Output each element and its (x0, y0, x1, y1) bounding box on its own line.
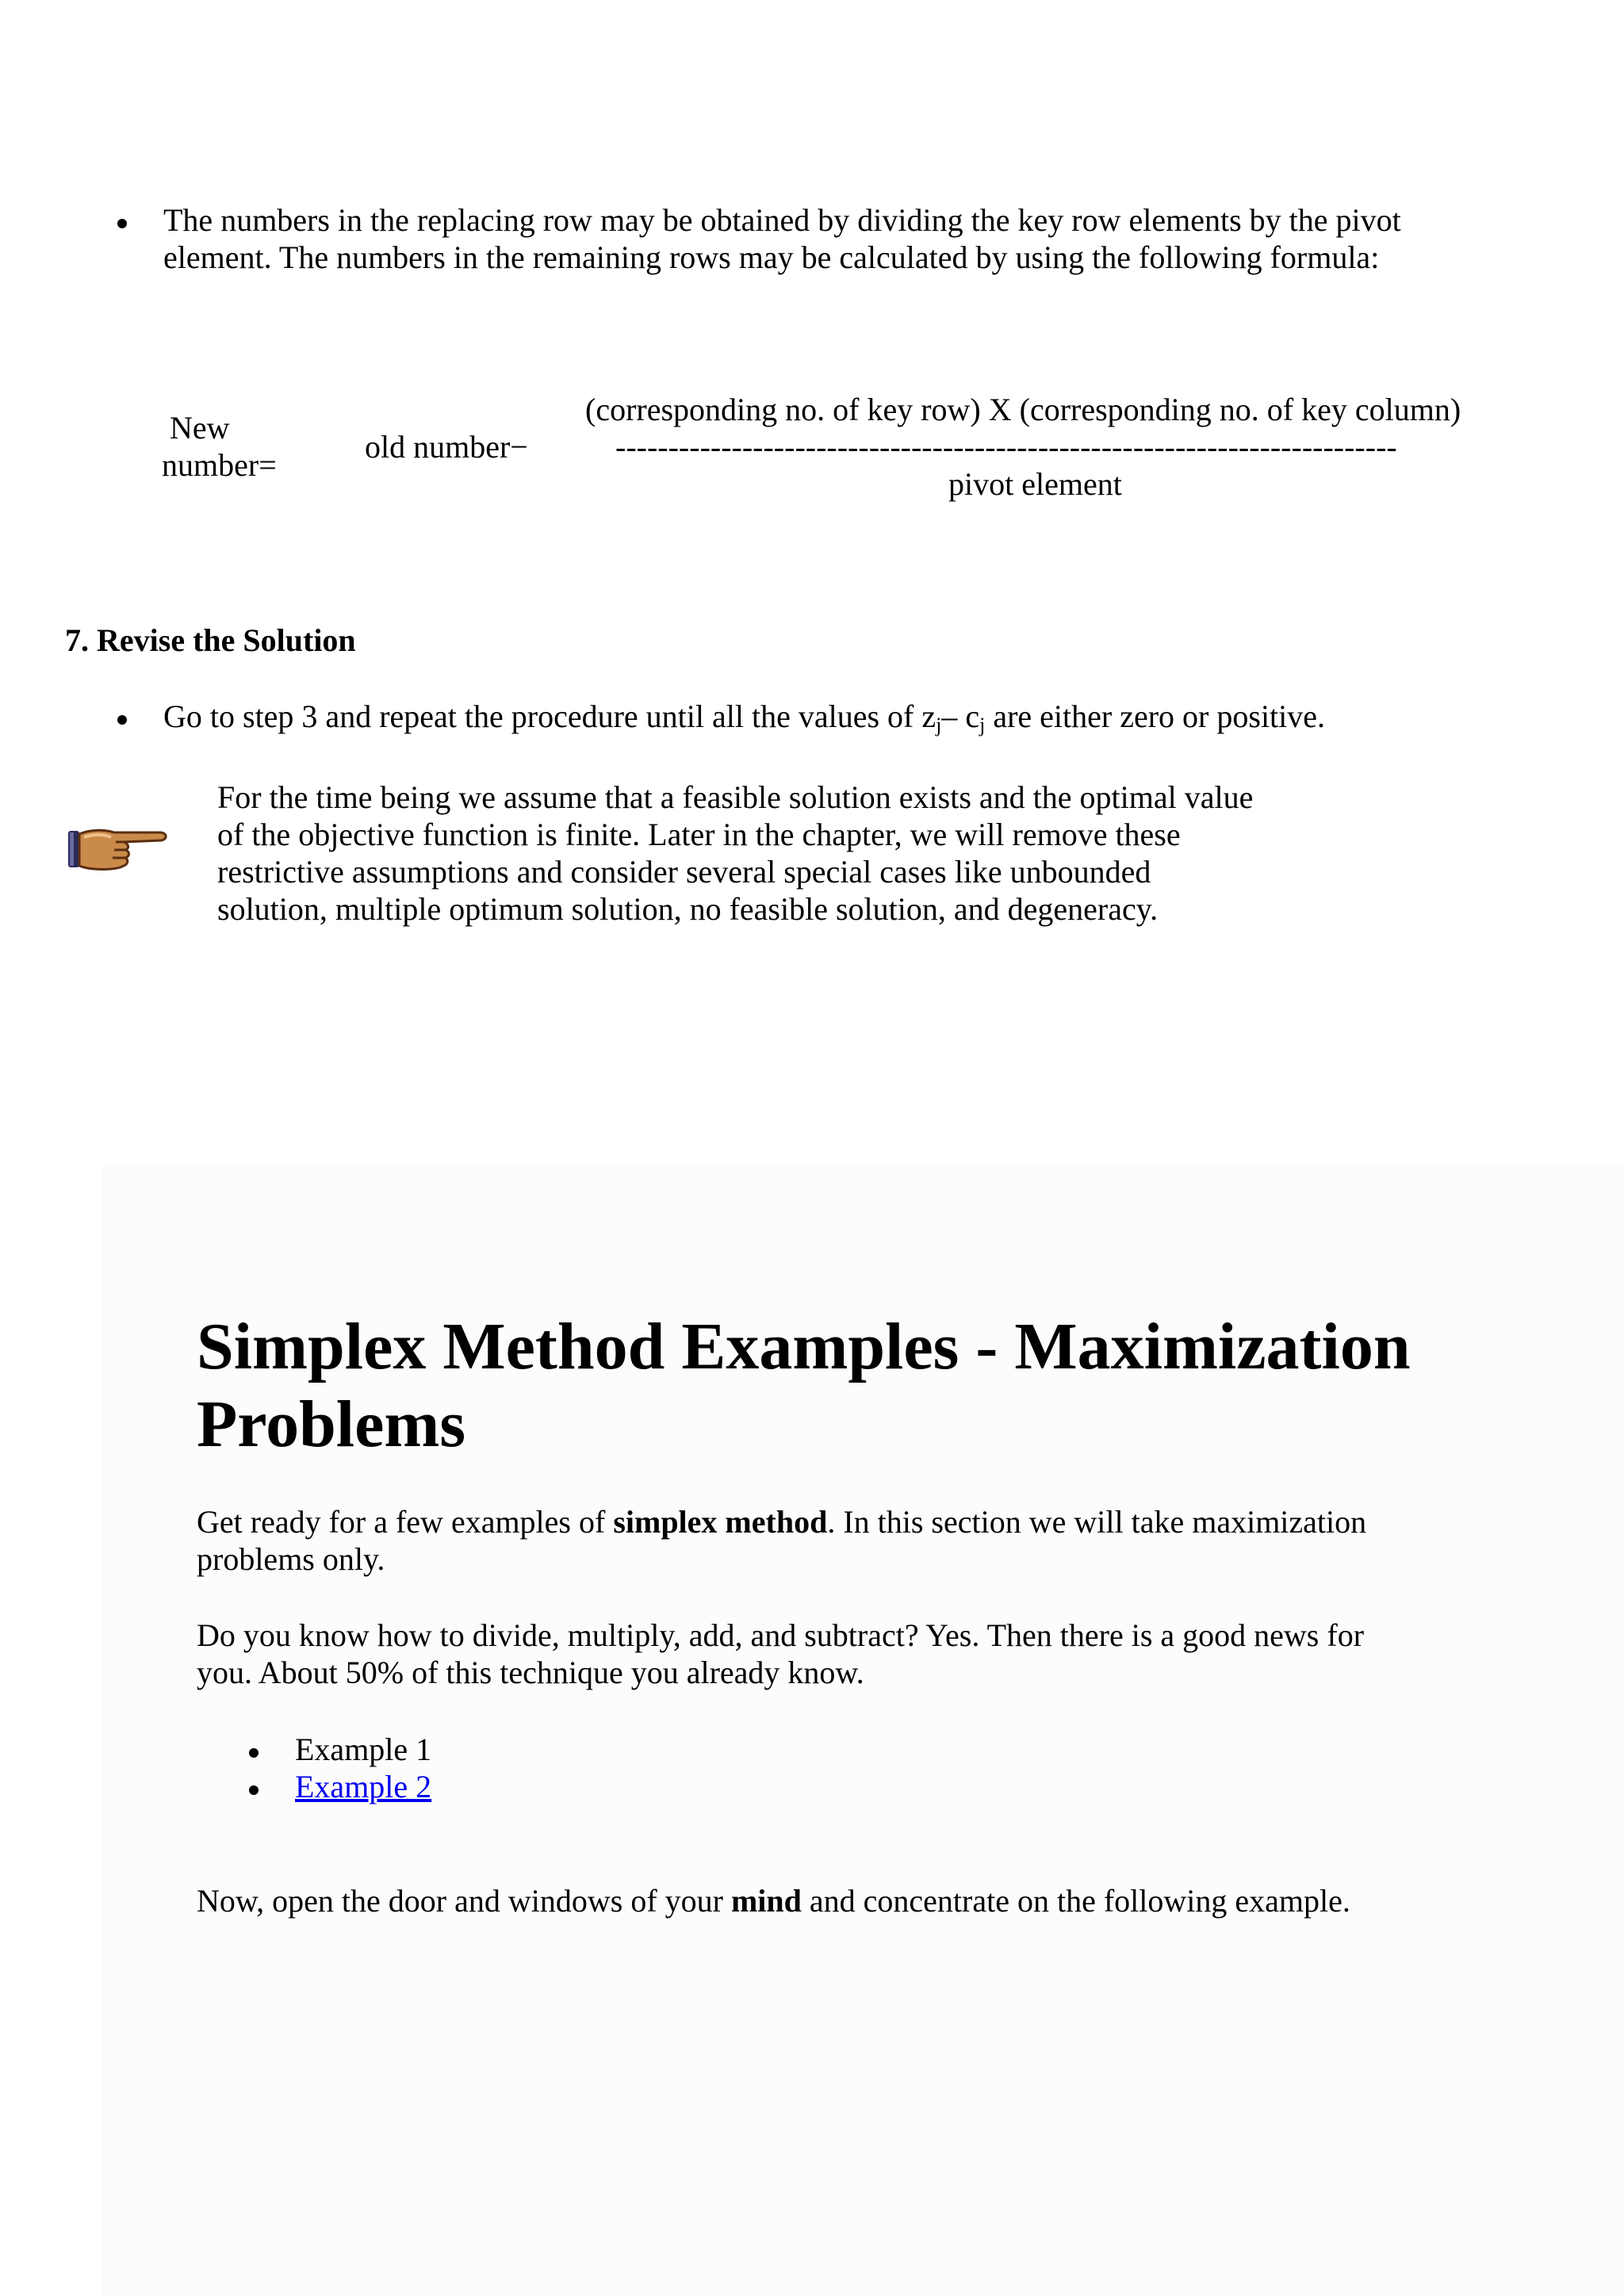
note-line-2: of the objective function is finite. Later in the chapter, we will remove these (217, 817, 1181, 852)
step7-bullet-suffix: are either zero or positive. (985, 698, 1326, 734)
subscript-j: j (979, 714, 986, 737)
example-2-link[interactable]: Example 2 (295, 1769, 432, 1804)
para1-text-before: Get ready for a few examples of (197, 1504, 614, 1540)
para1-line-1 (197, 1503, 1366, 1540)
formula-denominator: pivot element (948, 466, 1122, 502)
bullet-dot (117, 219, 127, 228)
step7-bullet-prefix: Go to step 3 and repeat the procedure until all the values of z (163, 698, 936, 734)
note-line-4: solution, multiple optimum solution, no feasible solution, and degeneracy. (217, 891, 1159, 927)
para2-line-1: Do you know how to divide, multiply, add, and subtract? Yes. Then there is a good news for (197, 1617, 1365, 1653)
para2-line-2: you. About 50% of this technique you already know. (197, 1655, 864, 1690)
pointing-hand-icon (67, 821, 170, 877)
para3-line (197, 1882, 1350, 1919)
page-title-line-2: Problems (197, 1387, 466, 1461)
formula-fraction-bar: -------------------------------------------------------------------------- (615, 429, 1397, 465)
example-1-item: Example 1 (295, 1732, 432, 1767)
formula-numerator: (corresponding no. of key row) X (corresponding no. of key column) (585, 392, 1461, 427)
para3-bold: mind (730, 1883, 802, 1919)
para3-text-before: Now, open the door and windows of your (197, 1883, 731, 1919)
note-line-1: For the time being we assume that a feasible solution exists and the optimal value (217, 779, 1254, 815)
bullet-dot (117, 715, 127, 725)
bullet-dot (249, 1748, 259, 1758)
intro-line-1: The numbers in the replacing row may be obtained by dividing the key row elements by the pivot (163, 202, 1401, 238)
step7-heading: 7. Revise the Solution (65, 622, 356, 658)
para3-text-after: and concentrate on the following example. (801, 1883, 1350, 1919)
step7-bullet-text (163, 698, 1325, 735)
subscript-j: j (936, 714, 942, 737)
para1-text-after: . In this section we will take maximization (827, 1504, 1367, 1540)
bullet-dot (249, 1785, 259, 1795)
formula-new-line-1: New (170, 410, 230, 446)
formula-old-number: old number− (365, 429, 528, 465)
page-title (197, 1308, 1411, 1464)
para1-bold: simplex method (613, 1504, 828, 1540)
para1-line-2: problems only. (197, 1541, 385, 1577)
formula-new-line-2: number= (162, 447, 277, 483)
page-title-line-1: Simplex Method Examples - Maximization (197, 1310, 1411, 1383)
intro-line-2: element. The numbers in the remaining rows may be calculated by using the following formula: (163, 239, 1380, 275)
minus-c: – c (941, 698, 980, 734)
note-line-3: restrictive assumptions and consider several special cases like unbounded (217, 854, 1151, 890)
